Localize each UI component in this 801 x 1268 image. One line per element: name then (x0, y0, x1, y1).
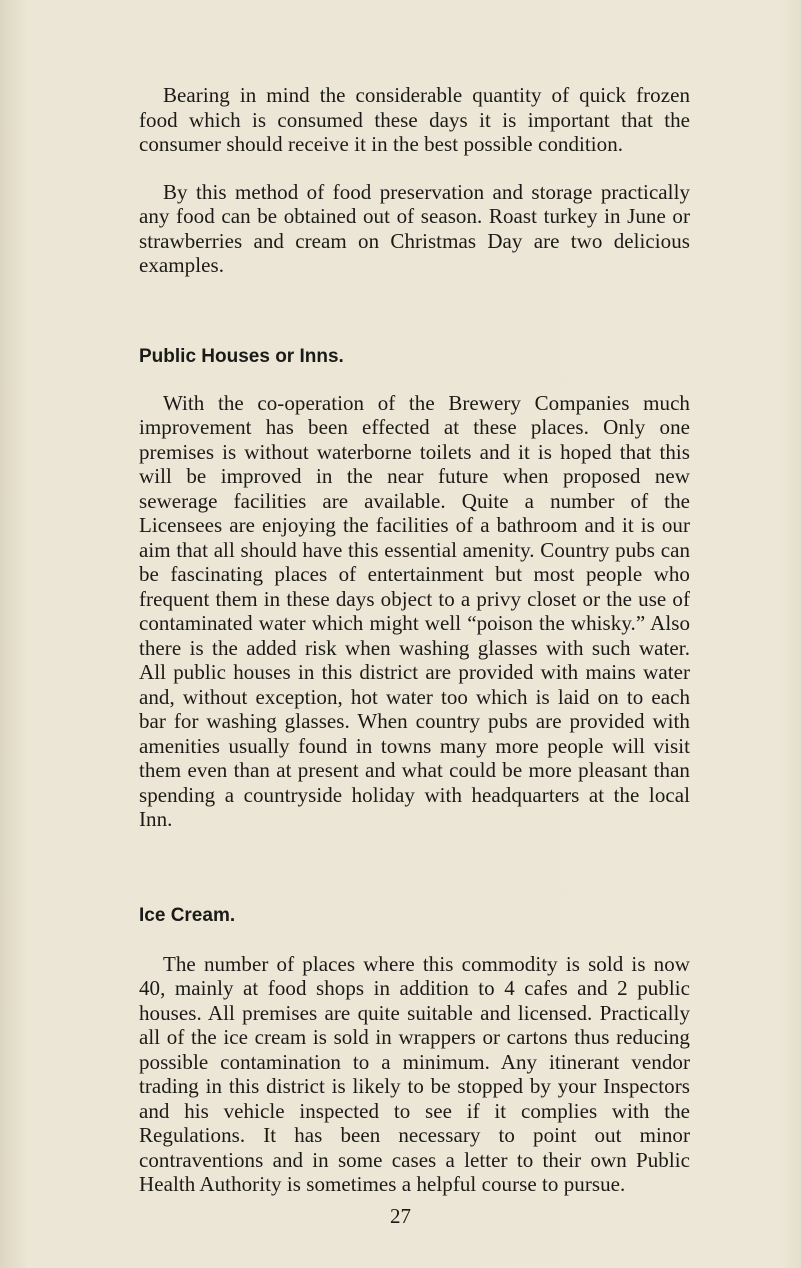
ice-cream-heading: Ice Cream. (139, 904, 236, 926)
frozen-food-paragraph-1: Bearing in mind the considerable quantity of quick frozen food which is consumed these days it is important that the consumer should receive it in the best possible condition. (139, 83, 690, 156)
page-content (139, 83, 690, 1197)
page-number: 27 (390, 1204, 411, 1228)
public-houses-paragraph: With the co-operation of the Brewery Companies much improvement has been effected at these places. Only one premises is without waterborne toilets and it is hoped that this will be improved in the near future when proposed new sewerage facilities are available. Quite a number of the Licensees are enjoying the facilities of a bathroom and it is our aim that all should have this essential amenity. Country pubs can be fascinating places of entertainment but most people who frequent them in these days object to a privy closet or the use of contaminated water which might well “poison the whisky.” Also there is the added risk when washing glasses with such water. All public houses in this district are provided with mains water and, without exception, hot water too which is laid on to each bar for washing glasses. When country pubs are provided with amenities usually found in towns many more people will visit them even than at present and what could be more pleasant than spending a countryside holiday with headquarters at the local Inn. (139, 390, 690, 831)
public-houses-heading: Public Houses or Inns. (139, 345, 344, 367)
frozen-food-paragraph-2: By this method of food preservation and storage practically any food can be obtained out of season. Roast turkey in June or strawberries and cream on Christmas Day are two delicious examples. (139, 179, 690, 277)
ice-cream-paragraph: The number of places where this commodity is sold is now 40, mainly at food shops in addition to 4 cafes and 2 public houses. All premises are quite suitable and licensed. Practically all of the ice cream is sold in wrappers or cartons thus reducing possible contamination to a minimum. Any itinerant vendor trading in this district is likely to be stopped by your Inspectors and his vehicle inspected to see if it complies with the Regulations. It has been necessary to point out minor contraventions and in some cases a letter to their own Public Health Authority is sometimes a helpful course to pursue. (139, 951, 690, 1196)
